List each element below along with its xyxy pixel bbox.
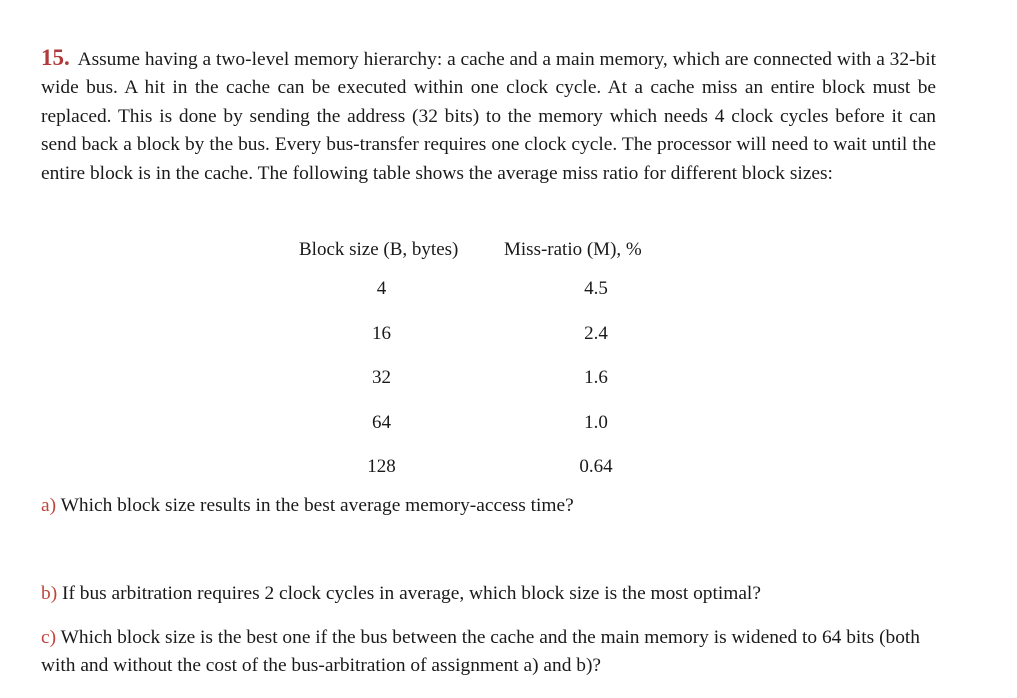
miss-ratio-cell: 0.64 (579, 456, 613, 478)
block-size-cell: 64 (372, 411, 391, 433)
question-c-label: c) (41, 627, 57, 648)
table-header (299, 234, 679, 266)
block-size-cell: 16 (372, 322, 391, 344)
table-row (299, 267, 728, 312)
table-row (299, 445, 728, 490)
question-b-label: b) (41, 583, 58, 604)
miss-ratio-cell: 4.5 (584, 278, 608, 300)
problem-text: Assume having a two-level memory hierarchy: a cache and a main memory, which are connected with a 32-bit wide bus. A hit in the cache can be executed within one clock cycle. At a cache miss an entire block must be replaced. This is done by sending the address (32 bits) to the memory which needs 4 clock cycles before it can send back a block by the bus. Every bus-transfer requires one clock cycle. The processor will need to wait until the entire block is in the cache. The following table shows the average miss ratio for different block sizes: (41, 49, 937, 184)
miss-ratio-cell: 2.4 (584, 322, 608, 344)
question-b (41, 580, 761, 608)
question-b-text: If bus arbitration requires 2 clock cycles in average, which block size is the most optimal? (62, 583, 761, 604)
problem-number: 15. (41, 45, 70, 70)
header-miss-ratio: Miss-ratio (M), % (504, 239, 642, 260)
table-row (299, 356, 728, 401)
block-size-cell: 4 (376, 278, 387, 300)
table-row (299, 312, 728, 357)
question-c-text: Which block size is the best one if the bus between the cache and the main memory is widened to 64 bits (both with and without the cost of the bus-arbitration of assignment a) and b)? (41, 627, 920, 677)
block-size-cell: 128 (367, 456, 396, 478)
question-a-label: a) (41, 495, 57, 516)
table-body (299, 267, 728, 490)
miss-ratio-cell: 1.6 (584, 367, 608, 389)
block-size-cell: 32 (372, 367, 391, 389)
miss-ratio-table (299, 234, 679, 478)
table-row (299, 401, 728, 446)
problem-statement (41, 44, 936, 188)
question-a-text: Which block size results in the best average memory-access time? (60, 495, 574, 516)
problem-page (41, 44, 937, 677)
miss-ratio-cell: 1.0 (584, 411, 608, 433)
question-a (41, 492, 574, 520)
question-c (41, 624, 936, 681)
header-block-size: Block size (B, bytes) (299, 239, 459, 260)
